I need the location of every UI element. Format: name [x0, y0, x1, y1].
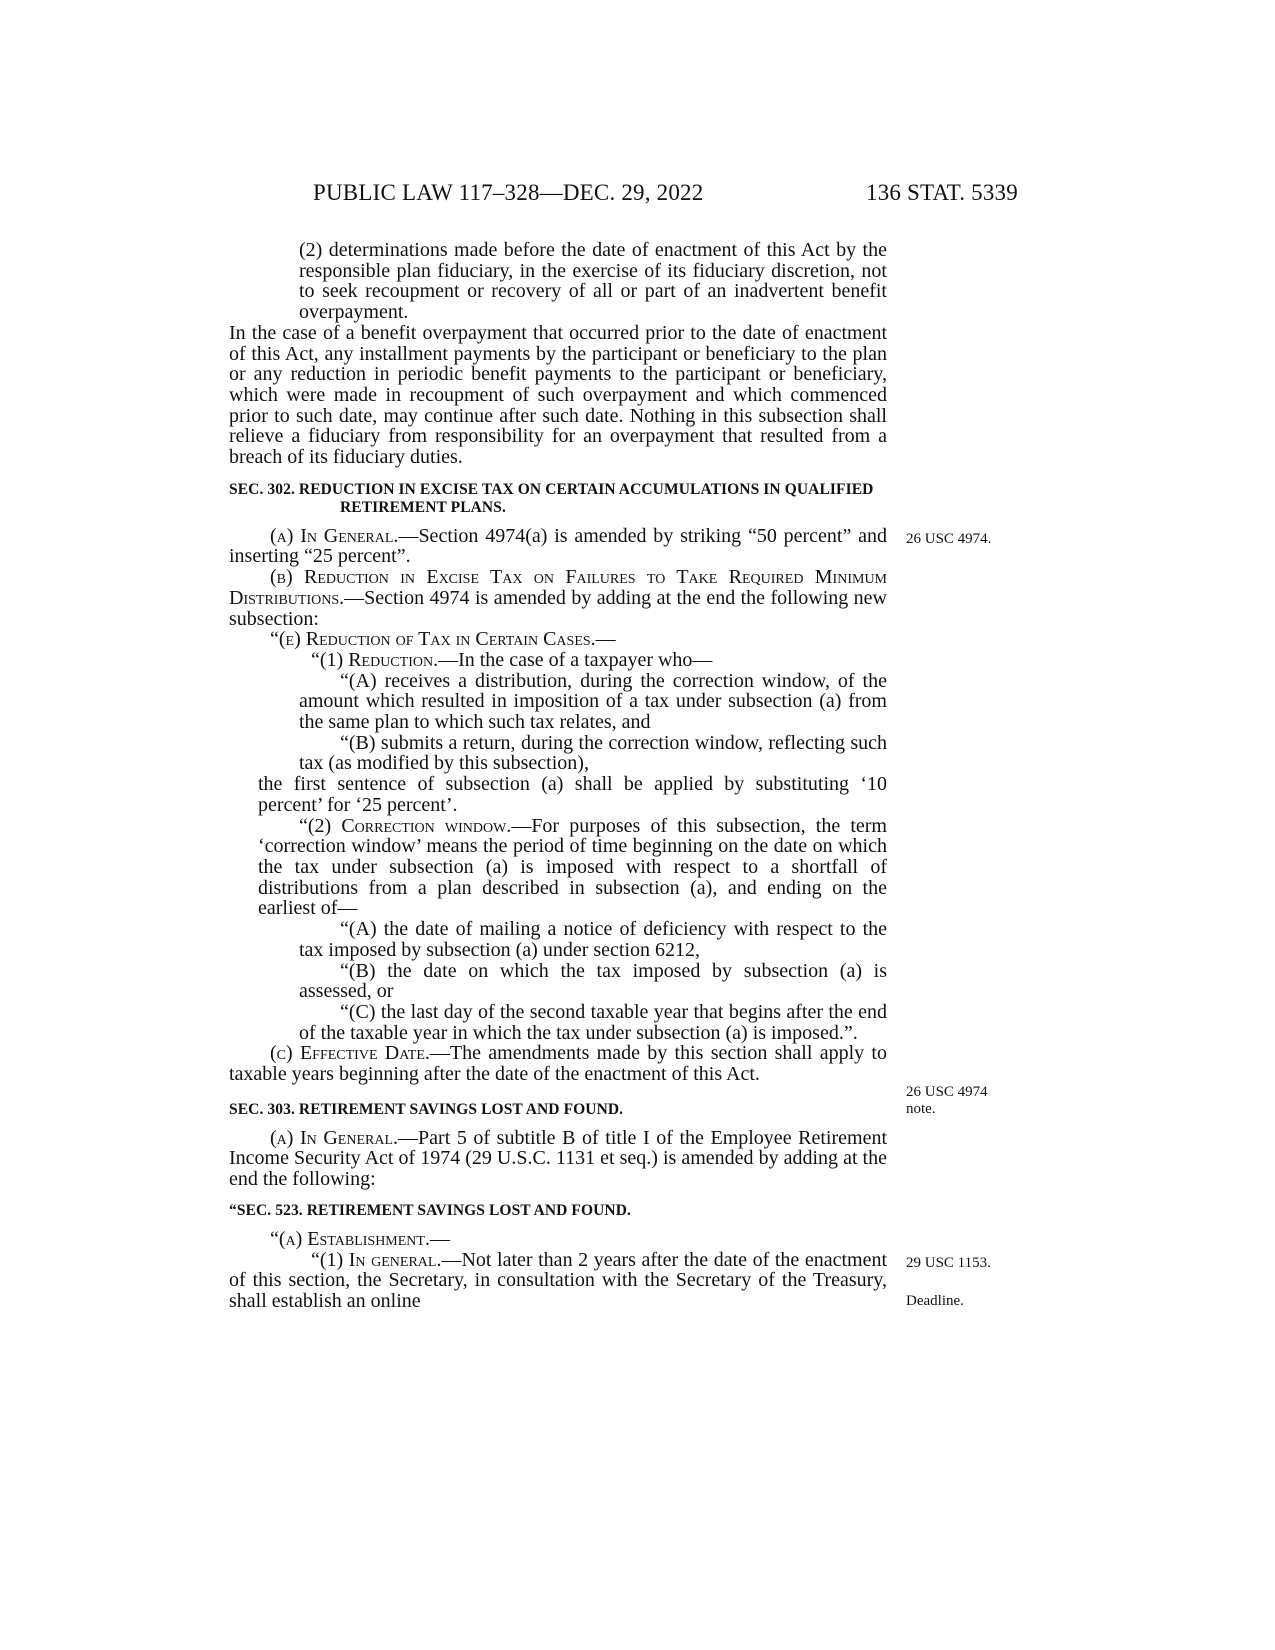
paragraph-e2-text: —For purposes of this subsection, the term ‘correction window’ means the period of time beginning on the date on which the tax under subsection (a) is imposed with respect to a shortfall of distributions from a plan described in subsection (a), and ending on the earliest of—	[258, 814, 887, 920]
sec-302-b-text: —Section 4974 is amended by adding at the end the following new subsection:	[229, 586, 887, 630]
margin-note-line-2: note.	[906, 1101, 936, 1117]
overpayment-paragraph: In the case of a benefit overpayment that occurred prior to the date of enactment of this Act, any installment payments by the participant or beneficiary to the plan or any reduction in periodic benefit payments to the participant or beneficiary, which were made in recoupment of such overpayment and which commenced prior to such date, may continue after such date. Nothing in this subsection shall relieve a fiduciary from responsibility for an overpayment that resulted from a breach of its fiduciary duties.	[229, 321, 887, 469]
subparagraph-e2-B: “(B) the date on which the tax imposed by subsection (a) is assessed, or	[299, 959, 887, 1003]
main-text-column	[229, 240, 887, 1312]
law-title: PUBLIC LAW 117–328—DEC. 29, 2022	[313, 180, 704, 205]
sec-302-c	[229, 1043, 887, 1084]
sec-303-a	[229, 1128, 887, 1190]
sec-303-heading: SEC. 303. RETIREMENT SAVINGS LOST AND FOUND.	[229, 1100, 624, 1118]
sec-302-a-label: (a) In General.	[270, 524, 399, 547]
paragraph-e2-label: “(2) Correction window.	[299, 814, 512, 837]
sec-302-a-text: —Section 4974(a) is amended by striking “50 percent” and inserting “25 percent”.	[229, 524, 888, 568]
sec-302-heading: SEC. 302. REDUCTION IN EXCISE TAX ON CERTAIN ACCUMULATIONS IN QUALIFIED RETIREMENT PLANS.	[229, 480, 874, 516]
margin-note-line-1: 26 USC 4974	[906, 1084, 988, 1100]
sec-302-a	[229, 526, 887, 567]
paragraph-523-a1	[229, 1250, 887, 1312]
stat-page-number: 136 STAT. 5339	[866, 180, 1018, 205]
sec-302-b-label: (b) Reduction in Excise Tax on Failures to Take Required Minimum Distributions.	[229, 566, 887, 609]
paragraph-e1-text: —In the case of a taxpayer who—	[438, 648, 713, 671]
sec-303-a-text: —Part 5 of subtitle B of title I of the Employee Retirement Income Security Act of 1974 (29 U.S.C. 1131 et seq.) is amended by adding at the end the following:	[229, 1126, 888, 1191]
paragraph-523-a1-text: —Not later than 2 years after the date of the enactment of this section, the Secretary, in consultation with the Secretary of the Treasury, shall establish an online	[229, 1248, 887, 1312]
subsection-523-a-label: “(a) Establishment.	[270, 1227, 430, 1250]
subparagraph-e1-A: “(A) receives a distribution, during the correction window, of the amount which resulted in imposition of a tax under subsection (a) from the same plan to which such tax relates, and	[299, 669, 887, 734]
margin-note-29-usc-1153: 29 USC 1153.	[906, 1255, 991, 1271]
subsection-e-text: —	[595, 628, 616, 651]
sec-302-c-text: —The amendments made by this section shall apply to taxable years beginning after the date of the enactment of this Act.	[229, 1042, 887, 1086]
sec-303-a-label: (a) In General.	[270, 1126, 399, 1149]
running-header	[0, 180, 1275, 220]
sec-302-c-label: (c) Effective Date.	[270, 1042, 430, 1065]
paragraph-e2	[229, 816, 887, 920]
paragraph-e1-closing: the first sentence of subsection (a) shall be applied by substituting ‘10 percent’ for ‘25 percent’.	[258, 773, 887, 816]
sec-523-heading: “SEC. 523. RETIREMENT SAVINGS LOST AND FOUND.	[229, 1201, 631, 1219]
subsection-523-a-text: —	[429, 1227, 450, 1250]
paragraph-e1-label: “(1) Reduction.	[311, 648, 439, 671]
sec-302-b	[229, 567, 887, 629]
margin-note-26-usc-4974: 26 USC 4974.	[906, 531, 992, 547]
margin-note-26-usc-4974-note	[906, 1084, 1026, 1118]
paragraph-e1	[229, 650, 887, 671]
subparagraph-e1-B: “(B) submits a return, during the correction window, reflecting such tax (as modified by this subsection),	[299, 731, 887, 775]
subsection-523-a	[229, 1229, 887, 1250]
margin-note-deadline: Deadline.	[906, 1293, 964, 1309]
subsection-e	[229, 629, 887, 650]
paragraph-523-a1-label: “(1) In general.	[311, 1248, 442, 1271]
subparagraph-e2-C: “(C) the last day of the second taxable year that begins after the end of the taxable year in which the tax under subsection (a) is imposed.”.	[299, 1000, 887, 1044]
subsection-e-label: “(e) Reduction of Tax in Certain Cases.	[270, 628, 596, 651]
paragraph-2-determinations: (2) determinations made before the date of enactment of this Act by the responsible plan fiduciary, in the exercise of its fiduciary discretion, not to seek recoupment or recovery of all or part of an inadvertent benefit overpayment.	[299, 239, 887, 324]
subparagraph-e2-A: “(A) the date of mailing a notice of deficiency with respect to the tax imposed by subsection (a) under section 6212,	[299, 918, 887, 961]
